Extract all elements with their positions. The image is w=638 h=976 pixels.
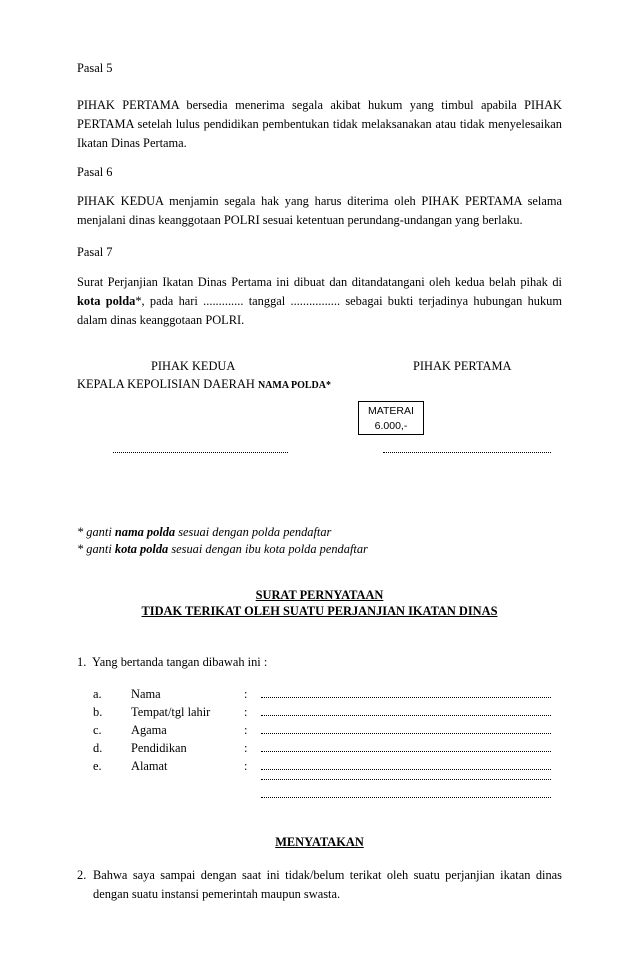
alamat-line-2 xyxy=(261,779,551,780)
materai-stamp-box: MATERAI 6.000,- xyxy=(358,401,424,435)
surat-pernyataan-subtitle: TIDAK TERIKAT OLEH SUATU PERJANJIAN IKATAN DINAS xyxy=(141,604,498,618)
pasal-5-text: PIHAK PERTAMA bersedia menerima segala akibat hukum yang timbul apabila PIHAK PERTAMA setelah lulus pendidikan pembentukan tidak melaksanakan atau tidak menyelesaikan Ikatan Dinas Pertama. xyxy=(77,98,562,150)
pasal-7-text: Surat Perjanjian Ikatan Dinas Pertama ini dibuat dan ditandatangani oleh kedua belah pihak di kota polda*, pada hari ............. tanggal ................ sebagai bukti terjadinya hubungan hukum dalam dinas keanggotaan POLRI. xyxy=(77,275,562,327)
field-row-pendidikan: d. Pendidikan : xyxy=(93,739,563,757)
item-1-text: 1. Yang bertanda tangan dibawah ini : xyxy=(77,655,268,669)
pihak-pertama-label: PIHAK PERTAMA xyxy=(413,359,512,373)
pasal-7-heading: Pasal 7 xyxy=(77,245,113,259)
kepala-kepolisian-label: KEPALA KEPOLISIAN DAERAH NAMA POLDA* xyxy=(77,377,331,391)
pasal-6-heading: Pasal 6 xyxy=(77,165,113,179)
menyatakan-heading: MENYATAKAN xyxy=(275,835,364,849)
field-row-nama: a. Nama : xyxy=(93,685,563,703)
pasal-6-text: PIHAK KEDUA menjamin segala hak yang harus diterima oleh PIHAK PERTAMA selama menjalani dinas keanggotaan POLRI sesuai ketentuan perundang-undangan yang berlaku. xyxy=(77,194,562,227)
kota-polda-bold: kota polda xyxy=(77,294,136,308)
pihak-kedua-label: PIHAK KEDUA xyxy=(151,359,236,373)
note-kota-polda: * ganti kota polda sesuai dengan ibu kota polda pendaftar xyxy=(77,542,368,556)
item-2-number: 2. xyxy=(77,868,87,882)
signature-line-pihak-pertama xyxy=(383,452,551,453)
pasal-5-heading: Pasal 5 xyxy=(77,61,113,75)
surat-pernyataan-title: SURAT PERNYATAAN xyxy=(255,588,384,602)
item-2-text: Bahwa saya sampai dengan saat ini tidak/belum terikat oleh suatu perjanjian ikatan dinas dengan suatu instansi pemerintah maupun swasta. xyxy=(93,868,562,901)
alamat-line-3 xyxy=(261,797,551,798)
field-row-agama: c. Agama : xyxy=(93,721,563,739)
signature-line-pihak-kedua xyxy=(113,452,288,453)
field-row-alamat: e. Alamat : xyxy=(93,757,563,775)
note-nama-polda: * ganti nama polda sesuai dengan polda pendaftar xyxy=(77,525,332,539)
field-row-tempat-tgl-lahir: b. Tempat/tgl lahir : xyxy=(93,703,563,721)
